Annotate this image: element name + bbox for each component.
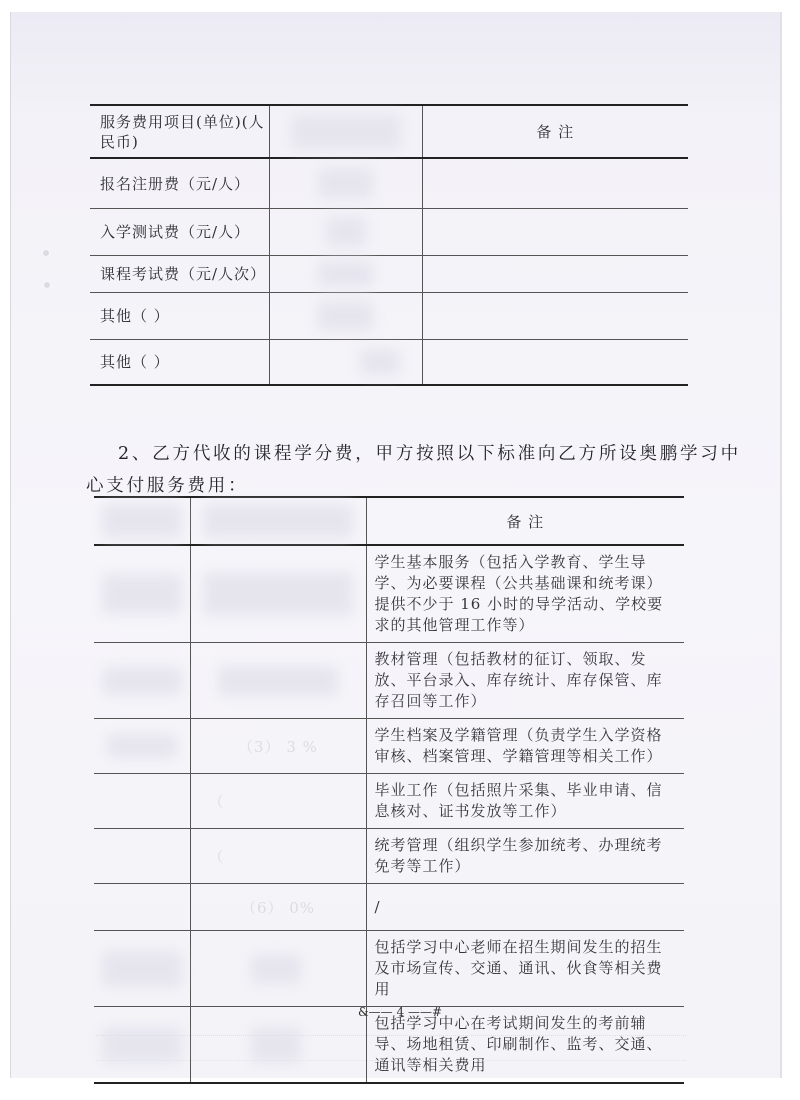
- row-remark: [422, 208, 688, 255]
- row-item: 入学测试费（元/人）: [90, 208, 269, 255]
- punch-hole-mark: [43, 250, 49, 256]
- header-item: [94, 497, 190, 545]
- row-item: [94, 829, 190, 884]
- row-amount: [269, 292, 422, 339]
- row-item: [94, 931, 190, 1007]
- bleed-through-line: [96, 1035, 686, 1036]
- table-row: [90, 339, 688, 385]
- row-remark: 统考管理（组织学生参加统考、办理统考免考等工作）: [366, 829, 684, 884]
- header-item: 服务费用项目(单位)(人民币): [90, 105, 269, 158]
- row-remark: [422, 255, 688, 292]
- row-standard: （3） 3 %: [190, 719, 366, 774]
- row-standard: （: [190, 774, 366, 829]
- table-row: [94, 931, 684, 1007]
- table-row: [94, 884, 684, 931]
- row-item: 其他（ ）: [90, 339, 269, 385]
- table-header-row: [90, 105, 688, 158]
- table-row: [90, 255, 688, 292]
- row-remark: [422, 158, 688, 208]
- table-row: [94, 774, 684, 829]
- row-amount: [269, 339, 422, 385]
- table-row: [90, 158, 688, 208]
- credit-fee-service-table: [94, 496, 684, 1084]
- row-remark: 毕业工作（包括照片采集、毕业申请、信息核对、证书发放等工作）: [366, 774, 684, 829]
- row-standard: [190, 545, 366, 643]
- bleed-through-line: [96, 1060, 686, 1061]
- header-remark: 备 注: [422, 105, 688, 158]
- row-item: [94, 774, 190, 829]
- paragraph-line-1: 2、乙方代收的课程学分费，甲方按照以下标准向乙方所设奥鹏学习中: [118, 444, 741, 464]
- table-row: [94, 643, 684, 719]
- row-remark: 学生基本服务（包括入学教育、学生导学、为必要课程（公共基础课和统考课）提供不少于 16 小时的导学活动、学校要求的其他管理工作等）: [366, 545, 684, 643]
- service-fee-table: [90, 104, 688, 386]
- row-standard: [190, 643, 366, 719]
- row-remark: /: [366, 884, 684, 931]
- header-standard: [190, 497, 366, 545]
- row-remark: [422, 292, 688, 339]
- header-amount: [269, 105, 422, 158]
- table-row: [90, 208, 688, 255]
- row-item: 报名注册费（元/人）: [90, 158, 269, 208]
- table-row: [94, 545, 684, 643]
- row-standard: （: [190, 829, 366, 884]
- table-row: [90, 292, 688, 339]
- row-item: [94, 719, 190, 774]
- row-standard: [190, 931, 366, 1007]
- table-header-row: [94, 497, 684, 545]
- row-item: 课程考试费（元/人次）: [90, 255, 269, 292]
- row-amount: [269, 158, 422, 208]
- row-item: [94, 643, 190, 719]
- table-row: [94, 719, 684, 774]
- row-remark: 学生档案及学籍管理（负责学生入学资格审核、档案管理、学籍管理等相关工作）: [366, 719, 684, 774]
- row-remark: [422, 339, 688, 385]
- row-item: [94, 545, 190, 643]
- header-remark: 备 注: [366, 497, 684, 545]
- row-remark: 教材管理（包括教材的征订、领取、发放、平台录入、库存统计、库存保管、库存召回等工作）: [366, 643, 684, 719]
- punch-hole-mark: [44, 282, 50, 288]
- row-remark: 包括学习中心在考试期间发生的考前辅导、场地租赁、印刷制作、监考、交通、通讯等相关费用: [366, 1007, 684, 1084]
- page-footer: &—— 4 ——#: [358, 1005, 442, 1019]
- row-standard: （6） 0%: [190, 884, 366, 931]
- table-row: [94, 829, 684, 884]
- row-item: [94, 884, 190, 931]
- row-amount: [269, 208, 422, 255]
- row-remark: 包括学习中心老师在招生期间发生的招生及市场宣传、交通、通讯、伙食等相关费用: [366, 931, 684, 1007]
- paragraph-line-2: 心支付服务费用：: [86, 476, 249, 496]
- row-amount: [269, 255, 422, 292]
- row-item: 其他（ ）: [90, 292, 269, 339]
